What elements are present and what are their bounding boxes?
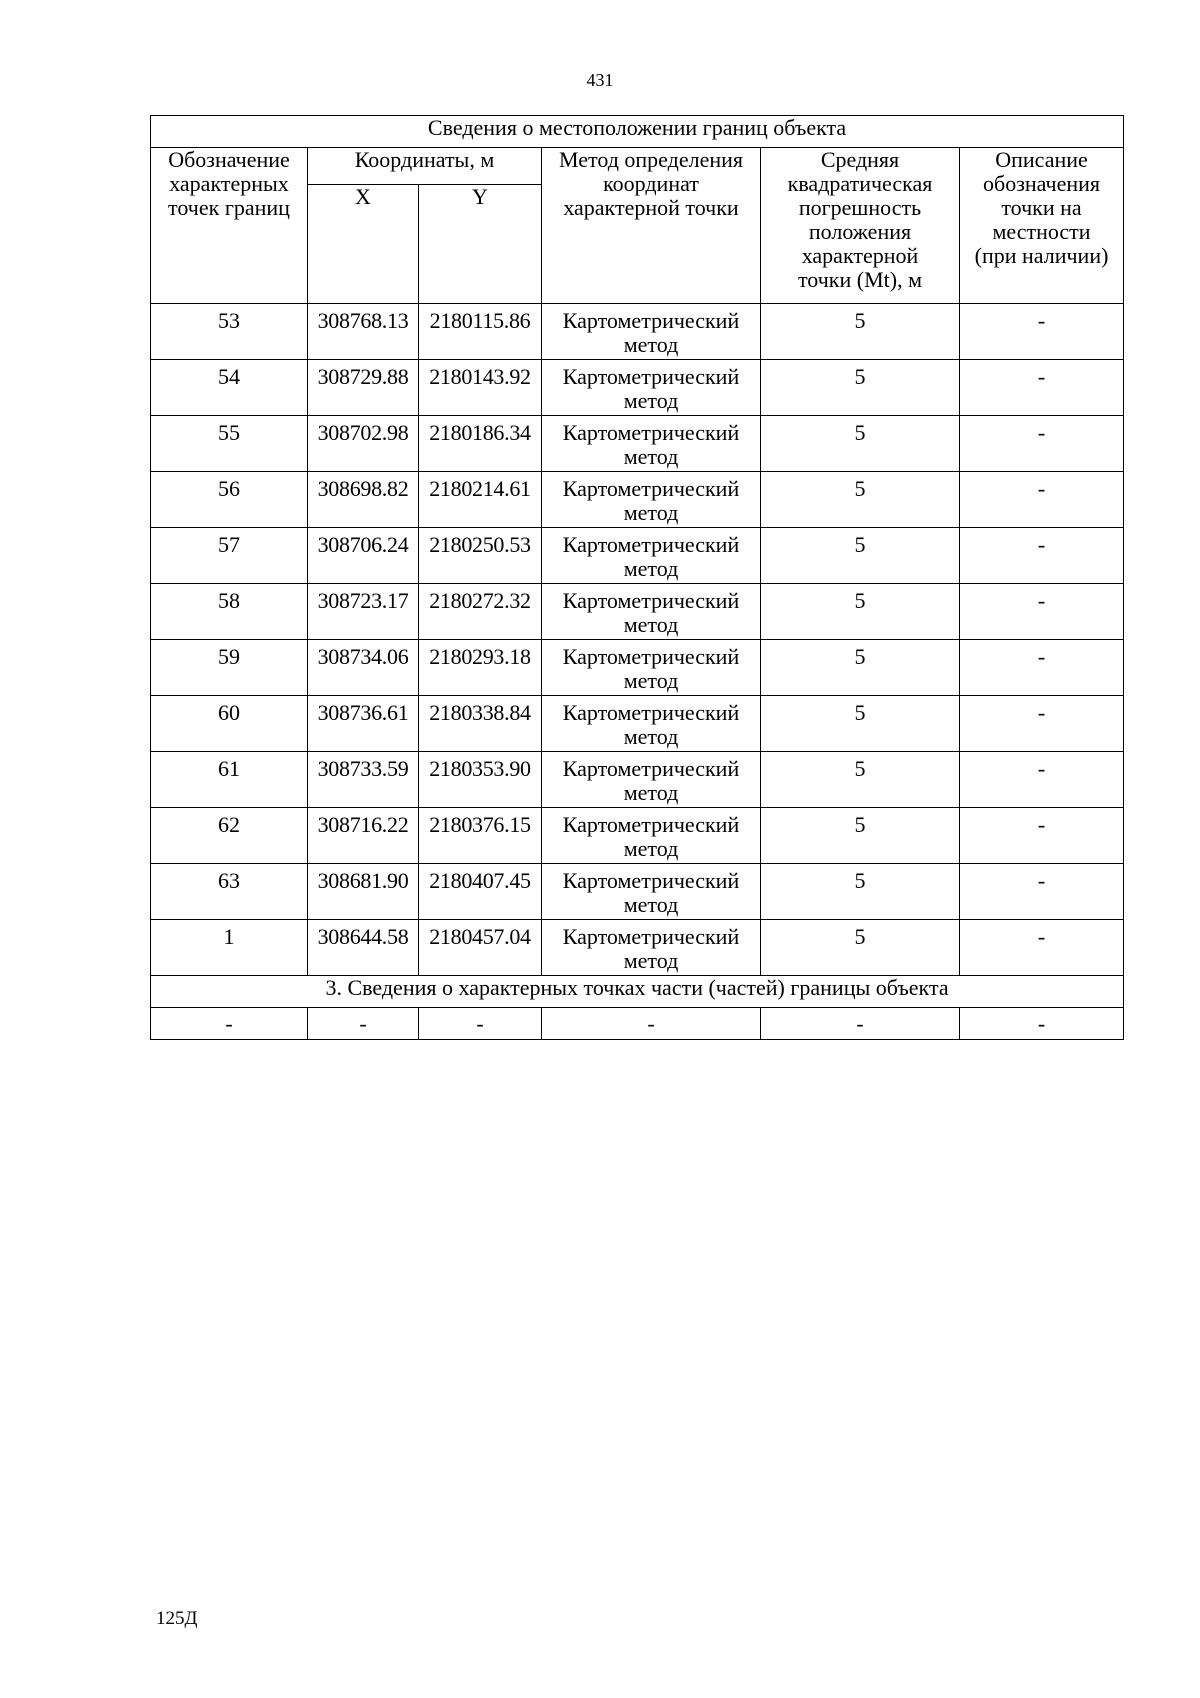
y-coordinate-cell: 2180353.90 (419, 752, 542, 808)
table-row (151, 584, 1124, 640)
error-cell: 5 (761, 584, 960, 640)
method-cell: Картометрический метод (542, 528, 761, 584)
header-x: X (308, 185, 419, 304)
y-coordinate-cell: 2180143.92 (419, 360, 542, 416)
point-cell: 60 (151, 696, 308, 752)
x-coordinate-cell: 308698.82 (308, 472, 419, 528)
x-coordinate-cell: 308733.59 (308, 752, 419, 808)
y-coordinate-cell: 2180272.32 (419, 584, 542, 640)
description-cell: - (960, 304, 1124, 360)
table-row (151, 696, 1124, 752)
point-cell: 62 (151, 808, 308, 864)
error-cell: 5 (761, 864, 960, 920)
y-coordinate-cell: 2180186.34 (419, 416, 542, 472)
error-cell: 5 (761, 752, 960, 808)
description-cell: - (960, 864, 1124, 920)
description-cell: - (960, 808, 1124, 864)
section-3-row (151, 1008, 1124, 1040)
description-cell: - (960, 640, 1124, 696)
error-cell: 5 (761, 472, 960, 528)
table-row (151, 304, 1124, 360)
x-coordinate-cell: 308706.24 (308, 528, 419, 584)
x-coordinate-cell: 308644.58 (308, 920, 419, 976)
method-cell: Картометрический метод (542, 416, 761, 472)
table-row (151, 416, 1124, 472)
table-title: Сведения о местоположении границ объекта (151, 116, 1124, 148)
description-cell: - (960, 920, 1124, 976)
table-row (151, 528, 1124, 584)
method-cell: Картометрический метод (542, 472, 761, 528)
error-cell: 5 (761, 528, 960, 584)
error-cell: 5 (761, 304, 960, 360)
description-cell: - (960, 696, 1124, 752)
footer-code: 125Д (156, 1608, 198, 1629)
header-coordinates: Координаты, м (308, 148, 542, 185)
x-coordinate-cell: 308734.06 (308, 640, 419, 696)
point-cell: 57 (151, 528, 308, 584)
description-cell: - (960, 528, 1124, 584)
error-cell: 5 (761, 640, 960, 696)
header-y: Y (419, 185, 542, 304)
error-cell: 5 (761, 696, 960, 752)
y-coordinate-cell: 2180407.45 (419, 864, 542, 920)
point-cell: 55 (151, 416, 308, 472)
section-3-cell: - (308, 1008, 419, 1040)
description-cell: - (960, 416, 1124, 472)
page-number: 431 (586, 70, 614, 90)
y-coordinate-cell: 2180338.84 (419, 696, 542, 752)
method-cell: Картометрический метод (542, 304, 761, 360)
table-row (151, 640, 1124, 696)
error-cell: 5 (761, 360, 960, 416)
point-cell: 54 (151, 360, 308, 416)
point-cell: 1 (151, 920, 308, 976)
error-cell: 5 (761, 920, 960, 976)
y-coordinate-cell: 2180214.61 (419, 472, 542, 528)
x-coordinate-cell: 308729.88 (308, 360, 419, 416)
method-cell: Картометрический метод (542, 640, 761, 696)
description-cell: - (960, 584, 1124, 640)
header-description: Описание обозначения точки на местности (при наличии) (960, 148, 1124, 304)
method-cell: Картометрический метод (542, 752, 761, 808)
boundary-coordinates-table (150, 115, 1124, 1040)
method-cell: Картометрический метод (542, 696, 761, 752)
x-coordinate-cell: 308681.90 (308, 864, 419, 920)
table-row (151, 752, 1124, 808)
section-3-title: 3. Сведения о характерных точках части (частей) границы объекта (151, 976, 1124, 1008)
header-method: Метод определения координат характерной точки (542, 148, 761, 304)
table-body (151, 304, 1124, 976)
description-cell: - (960, 752, 1124, 808)
y-coordinate-cell: 2180293.18 (419, 640, 542, 696)
y-coordinate-cell: 2180376.15 (419, 808, 542, 864)
method-cell: Картометрический метод (542, 360, 761, 416)
error-cell: 5 (761, 808, 960, 864)
point-cell: 59 (151, 640, 308, 696)
x-coordinate-cell: 308723.17 (308, 584, 419, 640)
description-cell: - (960, 360, 1124, 416)
point-cell: 53 (151, 304, 308, 360)
method-cell: Картометрический метод (542, 864, 761, 920)
method-cell: Картометрический метод (542, 584, 761, 640)
y-coordinate-cell: 2180250.53 (419, 528, 542, 584)
section-3-cell: - (542, 1008, 761, 1040)
x-coordinate-cell: 308768.13 (308, 304, 419, 360)
point-cell: 61 (151, 752, 308, 808)
point-cell: 58 (151, 584, 308, 640)
y-coordinate-cell: 2180115.86 (419, 304, 542, 360)
description-cell: - (960, 472, 1124, 528)
section-3-cell: - (151, 1008, 308, 1040)
section-3-cell: - (960, 1008, 1124, 1040)
y-coordinate-cell: 2180457.04 (419, 920, 542, 976)
table-row (151, 808, 1124, 864)
section-3-cell: - (419, 1008, 542, 1040)
point-cell: 63 (151, 864, 308, 920)
table-row (151, 864, 1124, 920)
error-cell: 5 (761, 416, 960, 472)
x-coordinate-cell: 308702.98 (308, 416, 419, 472)
point-cell: 56 (151, 472, 308, 528)
table-row (151, 920, 1124, 976)
x-coordinate-cell: 308736.61 (308, 696, 419, 752)
section-3-cell: - (761, 1008, 960, 1040)
table-row (151, 472, 1124, 528)
x-coordinate-cell: 308716.22 (308, 808, 419, 864)
header-designation: Обозначение характерных точек границ (151, 148, 308, 304)
method-cell: Картометрический метод (542, 920, 761, 976)
method-cell: Картометрический метод (542, 808, 761, 864)
table-row (151, 360, 1124, 416)
header-error: Средняя квадратическая погрешность положения характерной точки (Mt), м (761, 148, 960, 304)
